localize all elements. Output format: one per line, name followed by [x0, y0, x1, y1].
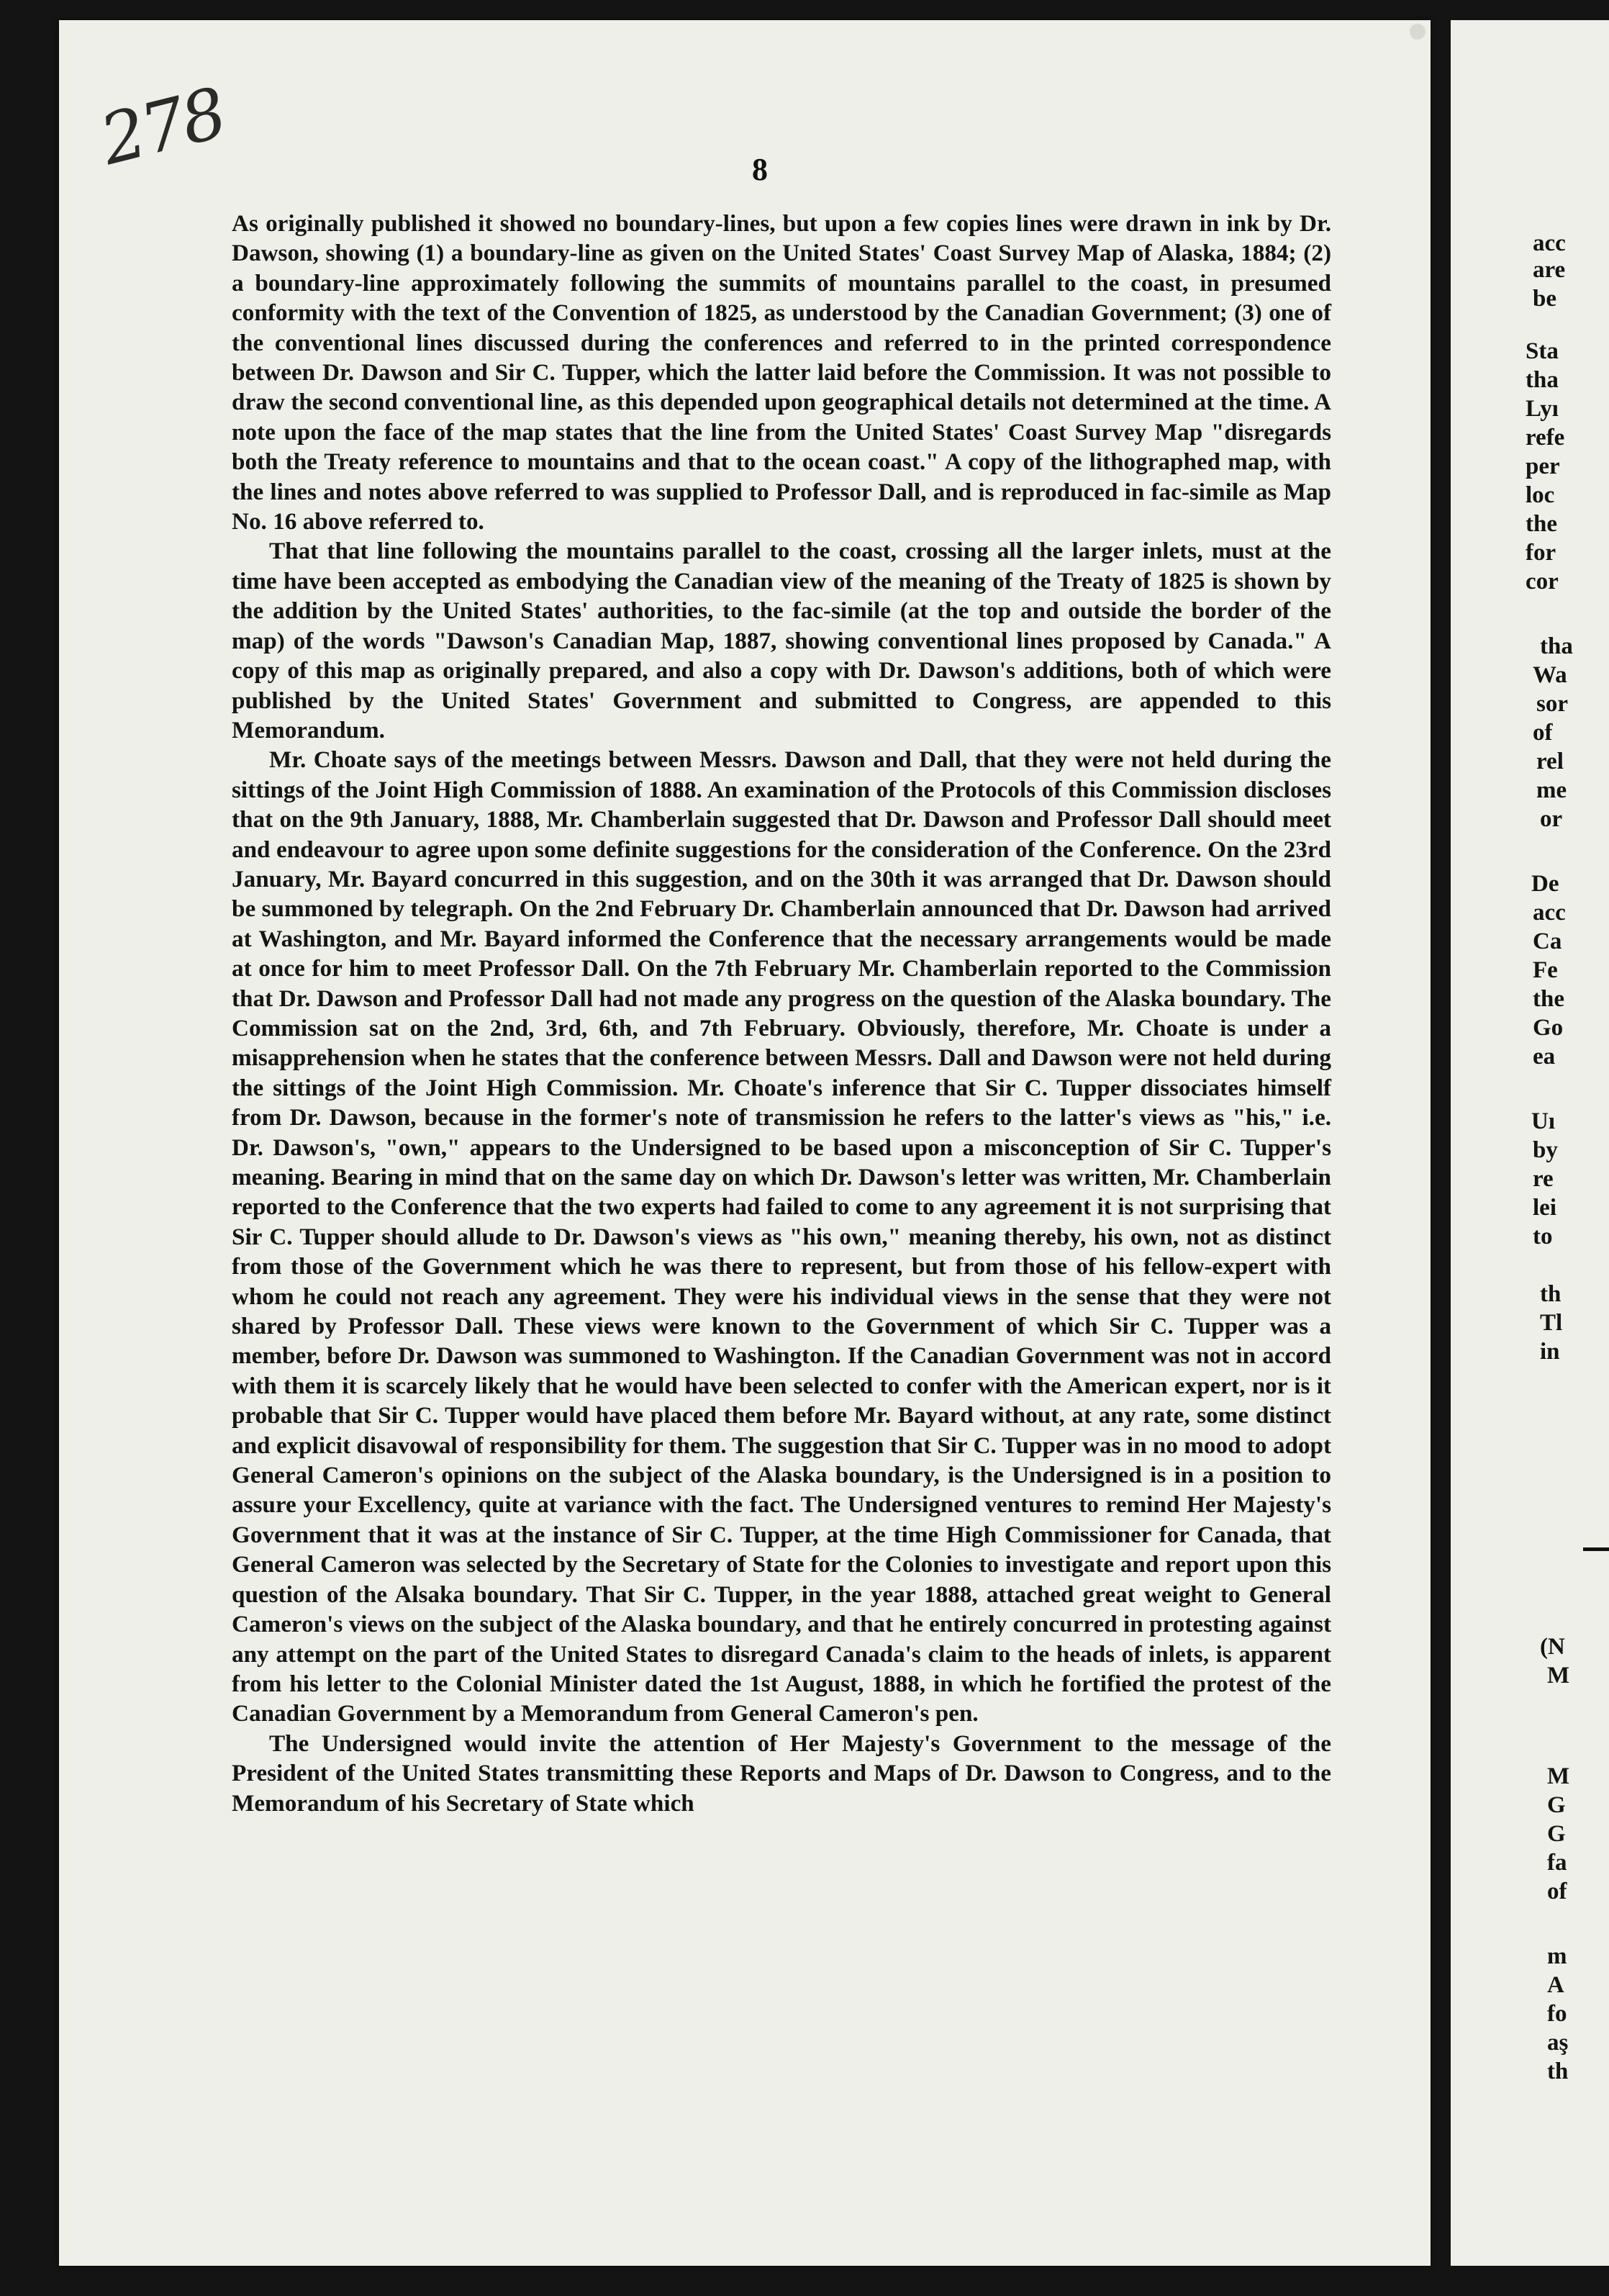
scan-artifact	[1387, 20, 1431, 49]
facing-page-fragment: acc	[1533, 230, 1566, 256]
facing-page-fragment: the	[1533, 986, 1564, 1012]
facing-page-fragment: Sta	[1526, 338, 1559, 364]
paragraph-4: The Undersigned would invite the attention of Her Majesty's Government to the message of the President of the United States transmitting these Reports and Maps of Dr. Dawson to Congress, and to the Memorandum of his Secretary of State which	[232, 1730, 1331, 1817]
facing-page-fragment: re	[1533, 1166, 1554, 1192]
facing-page-fragment: M	[1547, 1763, 1570, 1789]
paragraph-1: As originally published it showed no boundary-lines, but upon a few copies lines were drawn in ink by Dr. Dawson, showing (1) a boundary-line as given on the United States' Coast Survey Map of Alaska, 1884; (2) a boundary-line approximately following the summits of mountains parallel to the coast, in presumed conformity with the text of the Convention of 1825, as understood by the Canadian Government; (3) one of the conventional lines discussed during the conferences and referred to in the printed correspondence between Dr. Dawson and Sir C. Tupper, which the latter laid before the Commission. It was not possible to draw the second conventional line, as this depended upon geographical details not determined at the time. A note upon the face of the map states that the line from the United States' Coast Survey Map "disregards both the Treaty reference to mountains and that to the ocean coast." A copy of the lithographed map, with the lines and notes above referred to was supplied to Professor Dall, and is reproduced in fac-simile as Map No. 16 above referred to.	[232, 210, 1331, 535]
facing-page-fragment: of	[1533, 720, 1553, 746]
facing-page-fragment: Lyı	[1526, 396, 1559, 422]
facing-page-fragment: by	[1533, 1137, 1558, 1163]
page-number: 8	[752, 152, 768, 187]
facing-page-fragment: or	[1540, 806, 1563, 832]
facing-page-fragment: Fe	[1533, 957, 1558, 983]
facing-page-fragment: of	[1547, 1879, 1567, 1904]
facing-page-fragment: are	[1533, 257, 1566, 283]
facing-page-rule	[1583, 1547, 1609, 1551]
facing-page-fragment: the	[1526, 511, 1557, 537]
facing-page-fragment: cor	[1526, 569, 1559, 595]
facing-page-fragment: to	[1533, 1224, 1553, 1249]
paragraph-3: Mr. Choate says of the meetings between Messrs. Dawson and Dall, that they were not held during the sittings of the Joint High Commission of 1888. An examination of the Protocols of this Commission discloses that on the 9th January, 1888, Mr. Chamberlain suggested that Dr. Dawson and Professor Dall should meet and endeavour to agree upon some definite suggestions for the consideration of the Conference. On the 23rd January, Mr. Bayard concurred in this suggestion, and on the 30th it was arranged that Dr. Dawson should be summoned by telegraph. On the 2nd February Dr. Chamberlain announced that Dr. Dawson had arrived at Washington, and Mr. Bayard informed the Conference that the necessary arrangements would be made at once for him to meet Professor Dall. On the 7th February Mr. Chamberlain reported to the Commission that Dr. Dawson and Professor Dall had not made any progress on the question of the Alaska boundary. The Commission sat on the 2nd, 3rd, 6th, and 7th February. Obviously, therefore, Mr. Choate is under a misapprehension when he states that the conference between Messrs. Dall and Dawson were not held during the sittings of the Joint High Commission. Mr. Choate's inference that Sir C. Tupper dissociates himself from Dr. Dawson, because in the former's note of transmission he refers to the latter's views as "his," i.e. Dr. Dawson's, "own," appears to the Undersigned to be based upon a misconception of Sir C. Tupper's meaning. Bearing in mind that on the same day on which Dr. Dawson's letter was written, Mr. Chamberlain reported to the Conference that the two experts had failed to come to any agreement it is not surprising that Sir C. Tupper should allude to Dr. Dawson's views as "his own," meaning thereby, his own, not as distinct from those of the Government which he was there to represent, but from those of his fellow-expert with whom he could not reach any agreement. They were his individual views in the sense that they were not shared by Professor Dall. These views were known to the Government of which Sir C. Tupper was a member, before Dr. Dawson was summoned to Washington. If the Canadian Government was not in accord with them it is scarcely likely that he would have been selected to confer with the American expert, nor is it probable that Sir C. Tupper would have placed them before Mr. Bayard without, at any rate, some distinct and explicit disavowal of responsibility for them. The suggestion that Sir C. Tupper was in no mood to adopt General Cameron's opinions on the subject of the Alaska boundary, is the Undersigned is in a position to assure your Excellency, quite at variance with the fact. The Undersigned ventures to remind Her Majesty's Government that it was at the instance of Sir C. Tupper, at the time High Commissioner for Canada, that General Cameron was selected by the Secretary of State for the Colonies to investigate and report upon this question of the Alsaka boundary. That Sir C. Tupper, in the year 1888, attached great weight to General Cameron's views on the subject of the Alaska boundary, and that he entirely concurred in protesting against any attempt on the part of the United States to disregard Canada's claim to the heads of inlets, is apparent from his letter to the Colonial Minister dated the 1st August, 1888, in which he fortified the protest of the Canadian Government by a Memorandum from General Cameron's pen.	[232, 746, 1331, 1727]
facing-page-fragment: refe	[1526, 425, 1565, 451]
facing-page-fragment: tha	[1540, 633, 1573, 659]
facing-page-fragment: G	[1547, 1821, 1566, 1847]
facing-page-fragment: fo	[1547, 2001, 1567, 2027]
facing-page-fragment: fa	[1547, 1850, 1567, 1876]
memorandum-body	[232, 209, 1331, 1818]
facing-page-fragment: Uı	[1531, 1108, 1555, 1134]
facing-page-fragment: M	[1547, 1663, 1570, 1689]
facing-page-fragment: m	[1547, 1943, 1567, 1969]
facing-page-fragment: for	[1526, 540, 1556, 566]
facing-page-fragment: A	[1547, 1972, 1564, 1998]
facing-page-fragment: acc	[1533, 900, 1566, 926]
handwritten-page-mark: 278	[92, 72, 232, 181]
facing-page-fragment: Wa	[1533, 662, 1567, 688]
paragraph-2: That that line following the mountains parallel to the coast, crossing all the larger inlets, must at the time have been accepted as embodying the Canadian view of the meaning of the Treaty of 1825 is shown by the addition by the United States' authorities, to the fac-simile (at the top and outside the border of the map) of the words "Dawson's Canadian Map, 1887, showing conventional lines proposed by Canada." A copy of this map as originally prepared, and also a copy with Dr. Dawson's additions, both of which were published by the United States' Government and submitted to Congress, are appended to this Memorandum.	[232, 538, 1331, 744]
facing-page-fragment: G	[1547, 1792, 1566, 1818]
facing-page-fragment: loc	[1526, 482, 1555, 508]
facing-page-fragment: aş	[1547, 2030, 1569, 2056]
facing-page-fragment: Tl	[1540, 1310, 1563, 1336]
facing-page-fragment: me	[1536, 777, 1567, 803]
facing-page-fragment: De	[1531, 871, 1559, 897]
facing-page-fragment: Ca	[1533, 928, 1562, 954]
facing-page-fragment: in	[1540, 1339, 1560, 1365]
facing-page-fragment: (N	[1540, 1634, 1565, 1660]
facing-page-fragment: Go	[1533, 1015, 1564, 1041]
facing-page-fragment: tha	[1526, 367, 1559, 393]
facing-page-fragment: be	[1533, 286, 1556, 312]
facing-page-fragment: th	[1540, 1281, 1562, 1307]
facing-page-fragment: rel	[1536, 749, 1564, 774]
facing-page-fragment: ea	[1533, 1044, 1556, 1070]
facing-page-fragment: lei	[1533, 1195, 1556, 1221]
facing-page-fragment: sor	[1536, 691, 1568, 717]
facing-page-fragment: per	[1526, 453, 1560, 479]
facing-page-fragment: th	[1547, 2058, 1569, 2084]
